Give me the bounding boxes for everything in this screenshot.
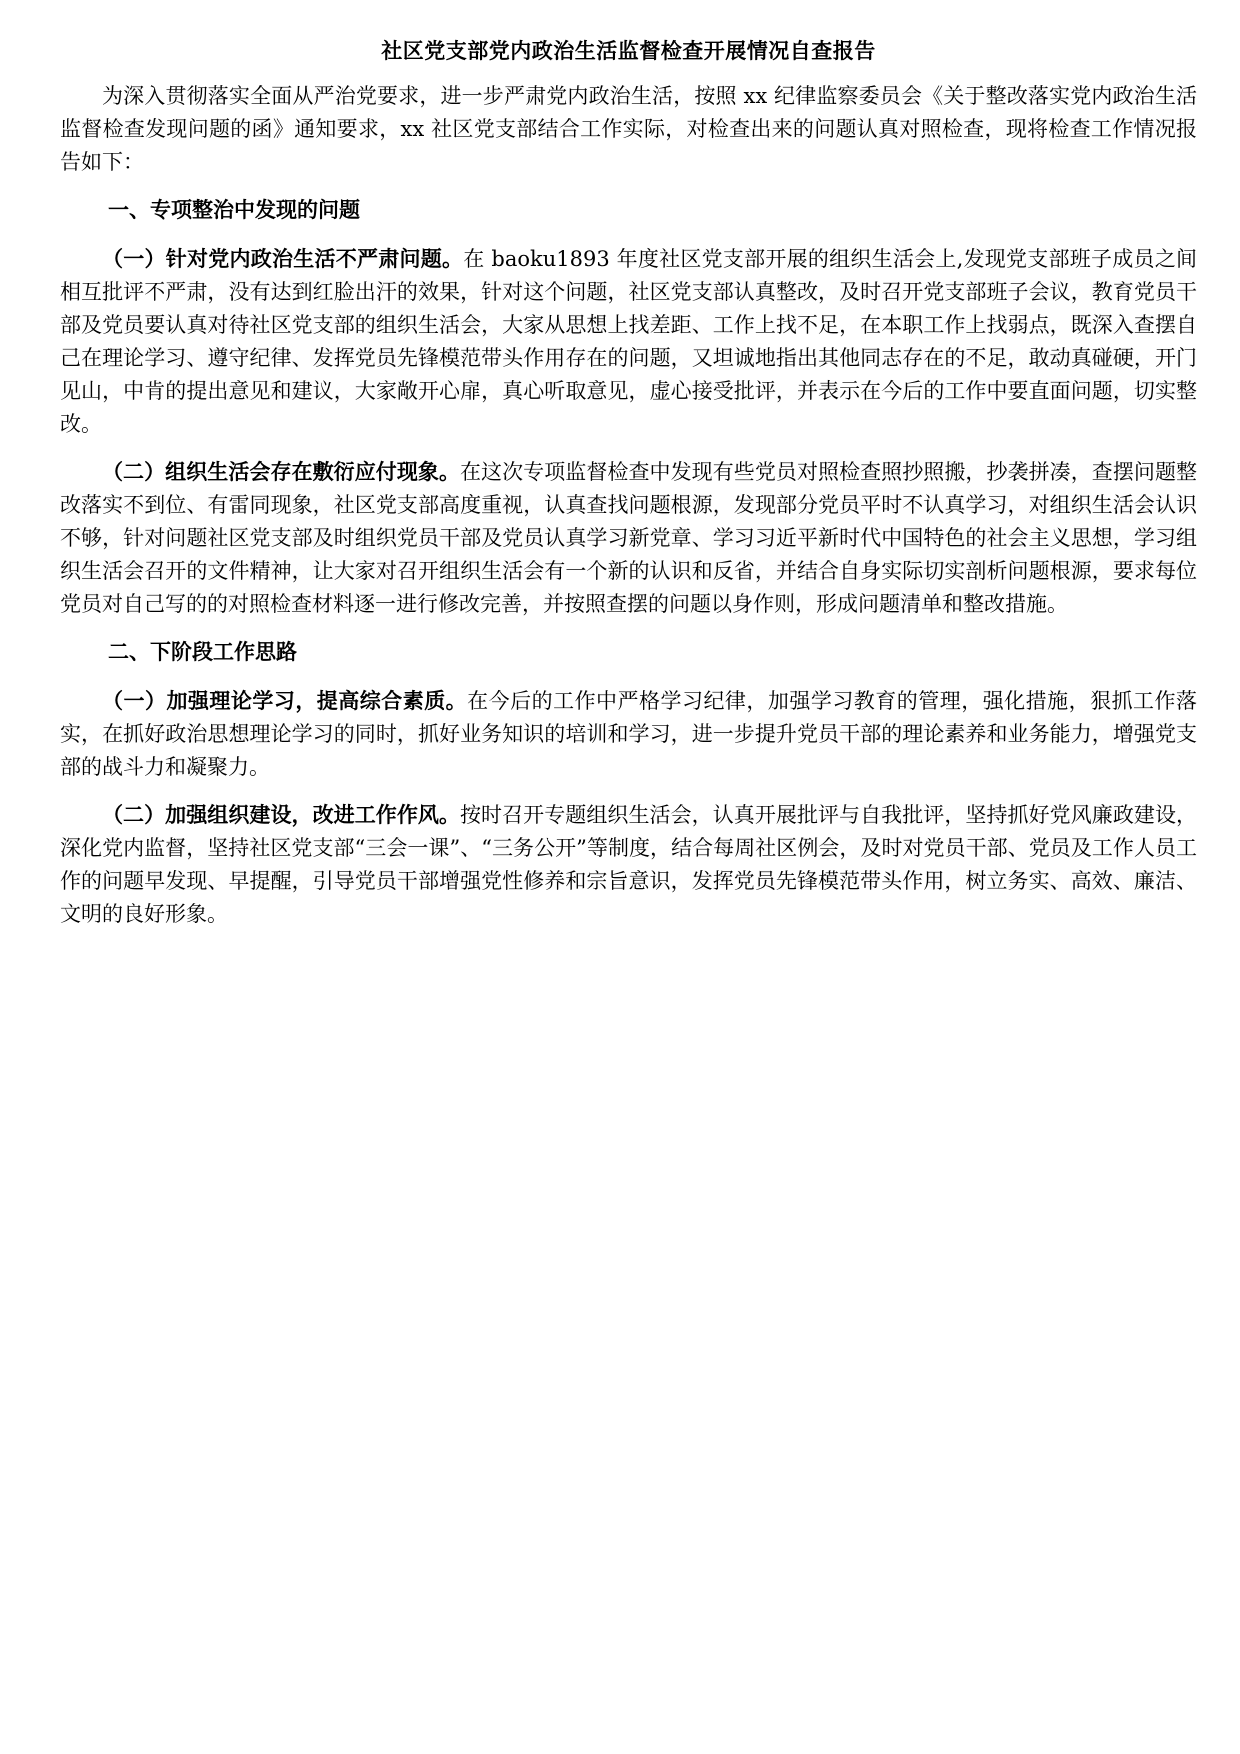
section-heading-next-steps: 二、下阶段工作思路 bbox=[108, 639, 297, 664]
next-step-2-body: 按时召开专题组织生活会，认真开展批评与自我批评，坚持抓好党风廉政建设，深化党内监督，坚持社区党支部“三会一课”、“三务公开”等制度，结合每周社区例会，及时对党员干部、党员及工作人员工作的问题早发现、早提醒，引导党员干部增强党性修养和宗旨意识，发挥党员先锋模范带头作用，树立务实、高效、廉洁、文明的良好形象。 bbox=[60, 803, 1197, 926]
next-step-paragraph-1 bbox=[60, 684, 1197, 784]
next-step-1-lead: （一）加强理论学习，提高综合素质。 bbox=[102, 688, 468, 713]
document-title: 社区党支部党内政治生活监督检查开展情况自查报告 bbox=[381, 38, 876, 63]
next-step-2-lead: （二）加强组织建设，改进工作作风。 bbox=[102, 802, 460, 827]
problem-1-body: 在 baoku1893 年度社区党支部开展的组织生活会上,发现党支部班子成员之间相互批评不严肃，没有达到红脸出汗的效果，针对这个问题，社区党支部认真整改，及时召开党支部班子会议，教育党员干部及党员要认真对待社区党支部的组织生活会，大家从思想上找差距、工作上找不足，在本职工作上找弱点，既深入查摆自己在理论学习、遵守纪律、发挥党员先锋模范带头作用存在的问题，又坦诚地指出其他同志存在的不足，敢动真碰硬，开门见山，中肯的提出意见和建议，大家敞开心扉，真心听取意见，虚心接受批评，并表示在今后的工作中要直面问题，切实整改。 bbox=[60, 247, 1198, 436]
problem-paragraph-1 bbox=[60, 242, 1197, 441]
problem-2-body: 在这次专项监督检查中发现有些党员对照检查照抄照搬，抄袭拼凑，查摆问题整改落实不到位、有雷同现象，社区党支部高度重视，认真查找问题根源，发现部分党员平时不认真学习，对组织生活会认识不够，针对问题社区党支部及时组织党员干部及党员认真学习新党章、学习习近平新时代中国特色的社会主义思想，学习组织生活会召开的文件精神，让大家对召开组织生活会有一个新的认识和反省，并结合自身实际切实剖析问题根源，要求每位党员对自己写的的对照检查材料逐一进行修改完善，并按照查摆的问题以身作则，形成问题清单和整改措施。 bbox=[60, 460, 1197, 616]
problem-paragraph-2 bbox=[60, 455, 1197, 621]
next-step-paragraph-2 bbox=[60, 798, 1197, 931]
section-heading-problems: 一、专项整治中发现的问题 bbox=[108, 197, 360, 222]
next-step-1-body: 在今后的工作中严格学习纪律，加强学习教育的管理，强化措施，狠抓工作落实，在抓好政治思想理论学习的同时，抓好业务知识的培训和学习，进一步提升党员干部的理论素养和业务能力，增强党支部的战斗力和凝聚力。 bbox=[60, 689, 1198, 779]
problem-2-lead: （二）组织生活会存在敷衍应付现象。 bbox=[102, 459, 460, 484]
intro-paragraph: 为深入贯彻落实全面从严治党要求，进一步严肃党内政治生活，按照 xx 纪律监察委员会《关于整改落实党内政治生活监督检查发现问题的函》通知要求，xx 社区党支部结合工作实际，对检查出来的问题认真对照检查，现将检查工作情况报告如下： bbox=[60, 84, 1197, 174]
problem-1-lead: （一）针对党内政治生活不严肃问题。 bbox=[102, 246, 464, 271]
